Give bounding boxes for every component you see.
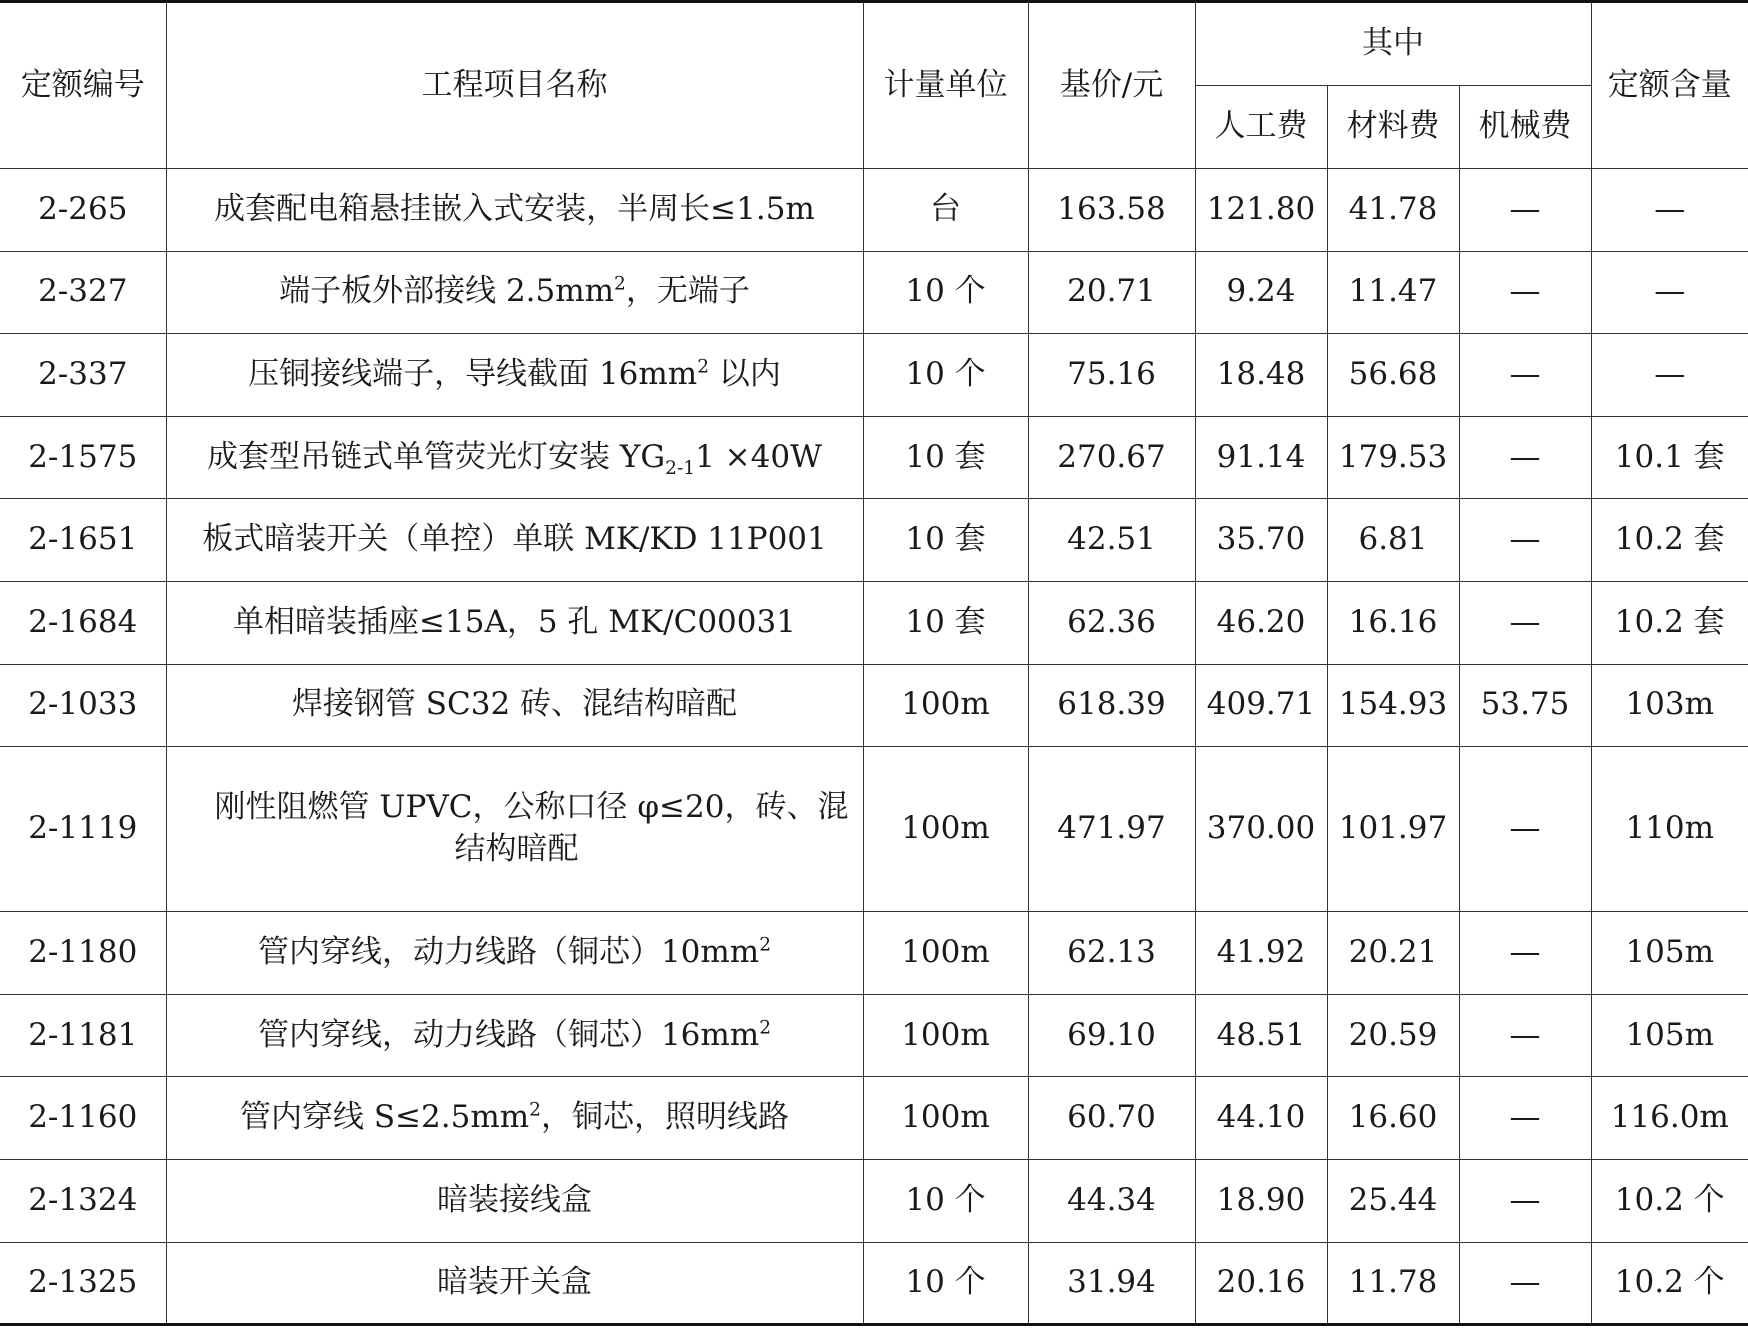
cell-material: 56.68 (1327, 334, 1459, 417)
cell-unit: 10 套 (863, 581, 1028, 664)
cell-unit: 10 个 (863, 251, 1028, 334)
name-text-suffix: 以内 (709, 356, 781, 393)
header-name: 工程项目名称 (166, 2, 863, 169)
cell-machine: — (1459, 499, 1591, 582)
cell-quota-content: 105m (1591, 994, 1748, 1077)
cell-quota-content: 10.2 套 (1591, 581, 1748, 664)
name-text-suffix: ，无端子 (625, 273, 750, 310)
name-superscript: 2 (759, 934, 772, 956)
cell-base-price: 618.39 (1028, 664, 1195, 747)
cell-base-price: 69.10 (1028, 994, 1195, 1077)
cell-code: 2-1575 (0, 416, 166, 499)
table-row (0, 169, 1748, 252)
name-text-suffix: 1 ×40W (695, 438, 822, 475)
cell-labor: 18.48 (1195, 334, 1327, 417)
cell-quota-content: 10.2 套 (1591, 499, 1748, 582)
cell-machine: — (1459, 994, 1591, 1077)
table-row (0, 499, 1748, 582)
cell-base-price: 60.70 (1028, 1077, 1195, 1160)
cell-quota-content: — (1591, 334, 1748, 417)
cell-quota-content: — (1591, 251, 1748, 334)
header-code: 定额编号 (0, 2, 166, 169)
table-row (0, 664, 1748, 747)
cell-material: 11.47 (1327, 251, 1459, 334)
cell-material: 6.81 (1327, 499, 1459, 582)
cell-labor: 20.16 (1195, 1242, 1327, 1325)
header-row-1 (0, 2, 1748, 86)
name-superscript: 2 (759, 1017, 772, 1039)
cell-name: 焊接钢管 SC32 砖、混结构暗配 (166, 664, 863, 747)
cell-code: 2-1181 (0, 994, 166, 1077)
name-text: 端子板外部接线 2.5mm (279, 273, 615, 310)
cell-name (166, 912, 863, 995)
cell-quota-content: 10.2 个 (1591, 1159, 1748, 1242)
cell-unit: 100m (863, 994, 1028, 1077)
cell-unit: 10 个 (863, 1242, 1028, 1325)
cell-material: 16.16 (1327, 581, 1459, 664)
cell-base-price: 163.58 (1028, 169, 1195, 252)
cell-unit: 10 个 (863, 334, 1028, 417)
header-machine: 机械费 (1459, 86, 1591, 169)
cell-machine: — (1459, 1242, 1591, 1325)
cell-material: 16.60 (1327, 1077, 1459, 1160)
table-row (0, 1077, 1748, 1160)
table-header (0, 2, 1748, 169)
cell-code: 2-1033 (0, 664, 166, 747)
cell-labor: 48.51 (1195, 994, 1327, 1077)
cell-machine: — (1459, 747, 1591, 912)
table-row (0, 1242, 1748, 1325)
cell-base-price: 20.71 (1028, 251, 1195, 334)
name-superscript: 2 (614, 274, 626, 296)
cell-base-price: 42.51 (1028, 499, 1195, 582)
cell-quota-content: 10.2 个 (1591, 1242, 1748, 1325)
cell-code: 2-1119 (0, 747, 166, 912)
cell-labor: 409.71 (1195, 664, 1327, 747)
cell-code: 2-265 (0, 169, 166, 252)
name-text: 管内穿线，动力线路（铜芯）10mm (257, 934, 760, 971)
cell-name: 刚性阻燃管 UPVC，公称口径 φ≤20，砖、混结构暗配 (166, 747, 863, 912)
cell-base-price: 31.94 (1028, 1242, 1195, 1325)
cell-unit: 10 套 (863, 499, 1028, 582)
cell-code: 2-1684 (0, 581, 166, 664)
cell-unit: 100m (863, 664, 1028, 747)
cell-labor: 46.20 (1195, 581, 1327, 664)
name-text: 压铜接线端子，导线截面 16mm (248, 356, 698, 393)
cell-base-price: 62.36 (1028, 581, 1195, 664)
name-subscript: 2-1 (665, 457, 696, 479)
cell-unit: 台 (863, 169, 1028, 252)
cell-code: 2-1180 (0, 912, 166, 995)
cell-labor: 44.10 (1195, 1077, 1327, 1160)
cell-code: 2-337 (0, 334, 166, 417)
cell-code: 2-1651 (0, 499, 166, 582)
cell-name: 暗装开关盒 (166, 1242, 863, 1325)
table-row (0, 994, 1748, 1077)
cell-machine: — (1459, 1077, 1591, 1160)
cell-quota-content: 105m (1591, 912, 1748, 995)
cell-material: 11.78 (1327, 1242, 1459, 1325)
cell-name (166, 251, 863, 334)
cell-name (166, 994, 863, 1077)
header-base-price: 基价/元 (1028, 2, 1195, 169)
header-group: 其中 (1195, 2, 1591, 86)
table-body (0, 169, 1748, 1325)
name-text: 成套型吊链式单管荧光灯安装 YG (207, 438, 666, 475)
cell-base-price: 44.34 (1028, 1159, 1195, 1242)
cell-material: 20.21 (1327, 912, 1459, 995)
cell-machine: — (1459, 251, 1591, 334)
cell-material: 20.59 (1327, 994, 1459, 1077)
header-unit: 计量单位 (863, 2, 1028, 169)
cell-machine: — (1459, 169, 1591, 252)
name-superscript: 2 (697, 356, 710, 378)
cell-labor: 370.00 (1195, 747, 1327, 912)
cell-unit: 10 套 (863, 416, 1028, 499)
name-text-suffix: ，铜芯，照明线路 (541, 1099, 789, 1136)
cell-material: 101.97 (1327, 747, 1459, 912)
cell-quota-content: 110m (1591, 747, 1748, 912)
cell-unit: 100m (863, 747, 1028, 912)
cell-name: 成套配电箱悬挂嵌入式安装，半周长≤1.5m (166, 169, 863, 252)
cell-labor: 41.92 (1195, 912, 1327, 995)
cell-labor: 9.24 (1195, 251, 1327, 334)
cell-machine: — (1459, 334, 1591, 417)
cell-code: 2-1160 (0, 1077, 166, 1160)
cell-labor: 35.70 (1195, 499, 1327, 582)
cell-machine: — (1459, 416, 1591, 499)
cell-name: 暗装接线盒 (166, 1159, 863, 1242)
cell-labor: 18.90 (1195, 1159, 1327, 1242)
cell-machine: — (1459, 1159, 1591, 1242)
cell-material: 179.53 (1327, 416, 1459, 499)
cell-quota-content: — (1591, 169, 1748, 252)
cell-material: 25.44 (1327, 1159, 1459, 1242)
name-text: 管内穿线 S≤2.5mm (239, 1099, 530, 1136)
cell-base-price: 471.97 (1028, 747, 1195, 912)
cell-base-price: 62.13 (1028, 912, 1195, 995)
cell-unit: 10 个 (863, 1159, 1028, 1242)
cell-quota-content: 116.0m (1591, 1077, 1748, 1160)
header-labor: 人工费 (1195, 86, 1327, 169)
cell-name: 板式暗装开关（单控）单联 MK/KD 11P001 (166, 499, 863, 582)
table-row (0, 1159, 1748, 1242)
cell-material: 154.93 (1327, 664, 1459, 747)
cell-quota-content: 103m (1591, 664, 1748, 747)
name-text: 管内穿线，动力线路（铜芯）16mm (257, 1016, 760, 1053)
cell-name: 单相暗装插座≤15A，5 孔 MK/C00031 (166, 581, 863, 664)
cell-labor: 91.14 (1195, 416, 1327, 499)
header-quota-content: 定额含量 (1591, 2, 1748, 169)
table-row (0, 251, 1748, 334)
table-row (0, 581, 1748, 664)
cell-machine: 53.75 (1459, 664, 1591, 747)
cell-labor: 121.80 (1195, 169, 1327, 252)
cell-base-price: 270.67 (1028, 416, 1195, 499)
name-superscript: 2 (529, 1099, 541, 1121)
cell-unit: 100m (863, 1077, 1028, 1160)
header-material: 材料费 (1327, 86, 1459, 169)
cell-machine: — (1459, 581, 1591, 664)
cell-name (166, 416, 863, 499)
cell-base-price: 75.16 (1028, 334, 1195, 417)
cell-name (166, 1077, 863, 1160)
cell-code: 2-327 (0, 251, 166, 334)
cell-name (166, 334, 863, 417)
cell-unit: 100m (863, 912, 1028, 995)
table-row (0, 747, 1748, 912)
table-row (0, 334, 1748, 417)
cell-code: 2-1325 (0, 1242, 166, 1325)
cell-machine: — (1459, 912, 1591, 995)
cell-code: 2-1324 (0, 1159, 166, 1242)
cell-quota-content: 10.1 套 (1591, 416, 1748, 499)
cell-material: 41.78 (1327, 169, 1459, 252)
table-row (0, 912, 1748, 995)
table-row (0, 416, 1748, 499)
